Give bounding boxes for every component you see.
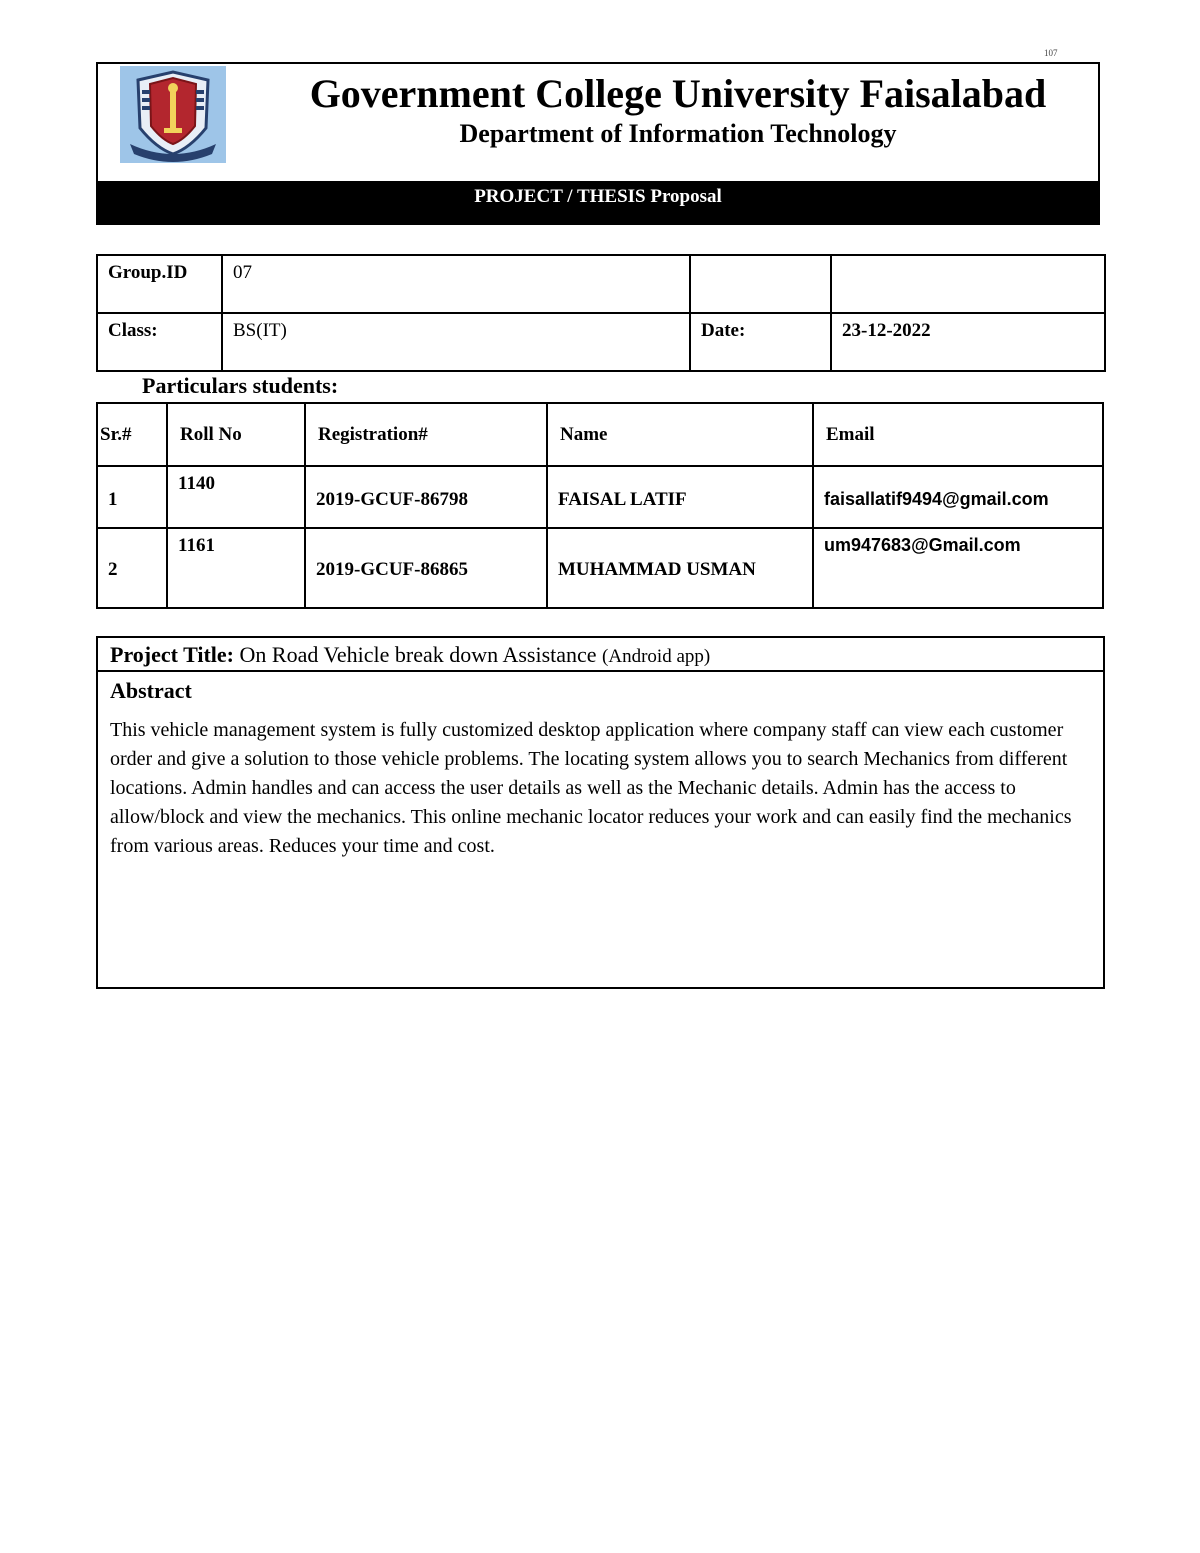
cell-roll: 1140 xyxy=(167,466,305,528)
crest-icon xyxy=(120,66,226,163)
cell-sr: 2 xyxy=(97,528,167,608)
column-header-name: Name xyxy=(547,403,813,466)
empty-cell xyxy=(831,255,1105,313)
university-title: Government College University Faisalabad xyxy=(309,71,1047,116)
department-title: Department of Information Technology xyxy=(459,119,897,148)
document-header xyxy=(96,62,1100,225)
project-box xyxy=(96,636,1105,989)
cell-registration: 2019-GCUF-86798 xyxy=(305,466,547,528)
cell-email: faisallatif9494@gmail.com xyxy=(813,466,1103,528)
project-title-text: On Road Vehicle break down Assistance xyxy=(239,642,597,667)
page-number: 107 xyxy=(1044,48,1058,58)
group-id-value: 07 xyxy=(222,255,690,313)
date-label: Date: xyxy=(690,313,831,371)
cell-roll: 1161 xyxy=(167,528,305,608)
cell-registration: 2019-GCUF-86865 xyxy=(305,528,547,608)
group-info-table xyxy=(96,254,1106,372)
students-table xyxy=(96,402,1104,609)
university-logo xyxy=(120,66,226,163)
group-id-label: Group.ID xyxy=(97,255,222,313)
column-header-sr: Sr.# xyxy=(97,403,167,466)
proposal-banner: PROJECT / THESIS Proposal xyxy=(98,181,1098,225)
class-value: BS(IT) xyxy=(222,313,690,371)
table-header-row xyxy=(97,403,1103,466)
abstract-heading: Abstract xyxy=(110,678,192,703)
cell-name: MUHAMMAD USMAN xyxy=(547,528,813,608)
table-row xyxy=(97,313,1105,371)
column-header-roll: Roll No xyxy=(167,403,305,466)
project-title-label: Project Title: xyxy=(110,642,235,667)
column-header-email: Email xyxy=(813,403,1103,466)
empty-cell xyxy=(690,255,831,313)
cell-sr: 1 xyxy=(97,466,167,528)
column-header-registration: Registration# xyxy=(305,403,547,466)
project-title-suffix: (Android app) xyxy=(602,646,711,667)
cell-email: um947683@Gmail.com xyxy=(813,528,1103,608)
abstract-text: This vehicle management system is fully customized desktop application where company staff can view each customer order and give a solution to those vehicle problems. The locating system allows you to search Mechanics from different locations. Admin handles and can access the user details as well as the Mechanic details. Admin has the access to allow/block and view the mechanics. This online mechanic locator reduces your work and can easily find the mechanics from various areas. Reduces your time and cost. xyxy=(110,719,1072,857)
table-row xyxy=(97,528,1103,608)
table-row xyxy=(97,466,1103,528)
class-label: Class: xyxy=(97,313,222,371)
cell-name: FAISAL LATIF xyxy=(547,466,813,528)
table-row xyxy=(97,255,1105,313)
students-heading: Particulars students: xyxy=(142,373,339,398)
date-value: 23-12-2022 xyxy=(831,313,1105,371)
project-title-row xyxy=(98,638,1103,672)
